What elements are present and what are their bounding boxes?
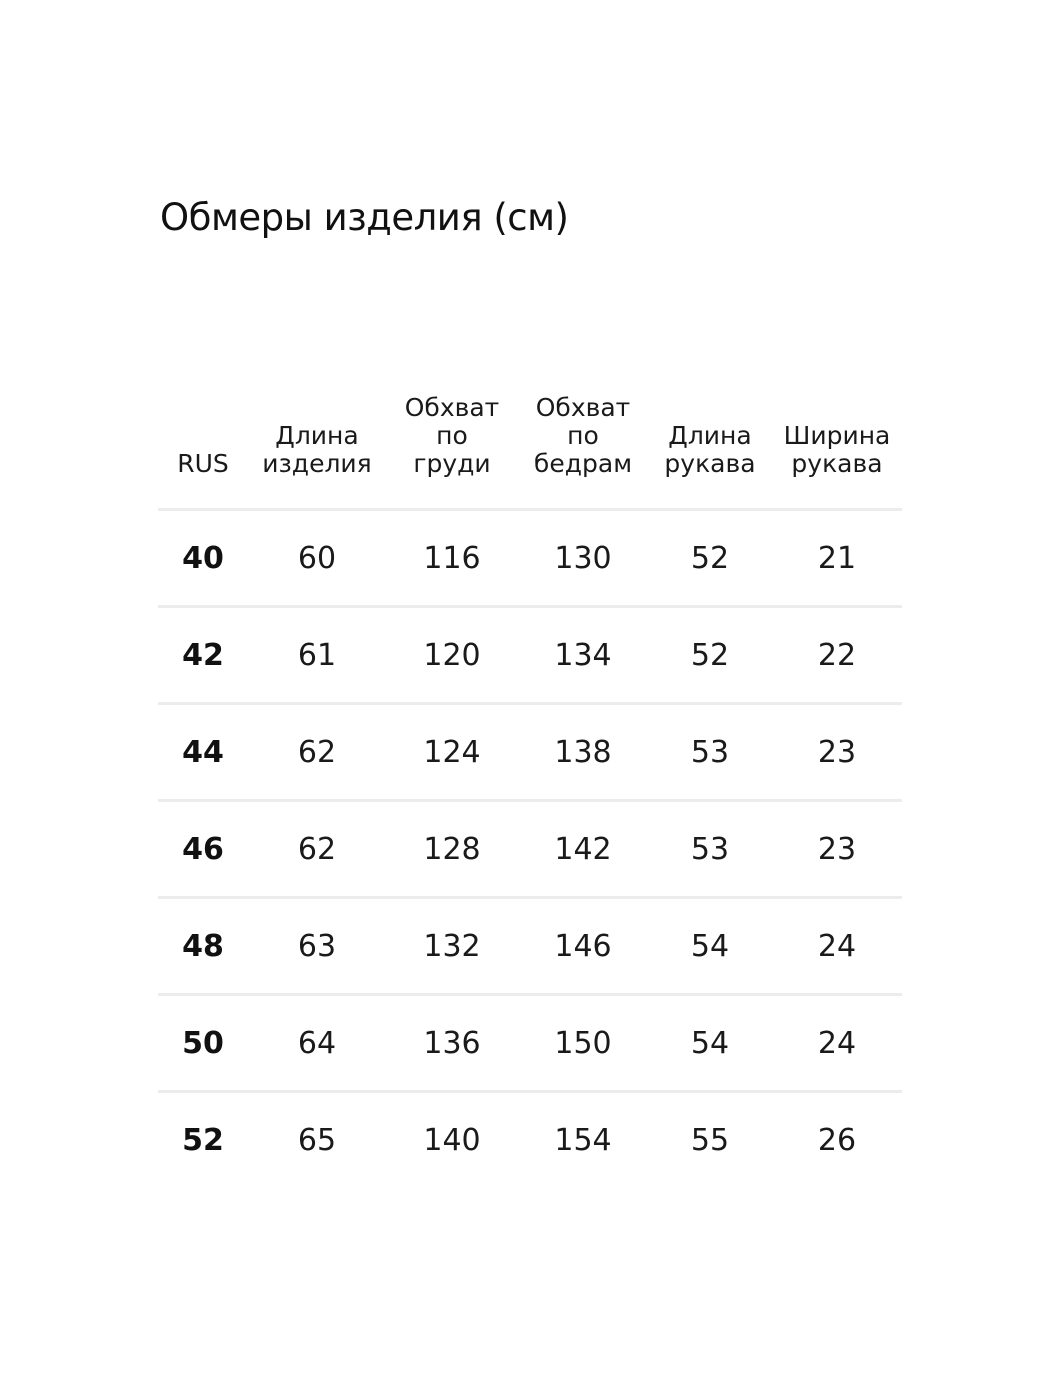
chest-cell: 136	[423, 1025, 481, 1061]
sleeve-length-cell: 52	[690, 540, 730, 576]
chest-cell: 116	[423, 540, 481, 576]
chest-cell: 124	[423, 734, 481, 770]
sleeve-width-cell: 24	[817, 1025, 857, 1061]
sleeve-length-cell: 54	[690, 1025, 730, 1061]
size-cell: 48	[182, 928, 224, 964]
sleeve-width-cell: 26	[817, 1122, 857, 1158]
column-header-sleeve-width: Ширина рукава	[783, 421, 891, 478]
sleeve-width-cell: 23	[817, 734, 857, 770]
chest-cell: 120	[423, 637, 481, 673]
size-cell: 40	[182, 540, 224, 576]
table-row	[158, 899, 902, 996]
table-header-row	[158, 380, 902, 511]
table-row	[158, 511, 902, 608]
sleeve-width-cell: 22	[817, 637, 857, 673]
sleeve-width-cell: 21	[817, 540, 857, 576]
hips-cell: 154	[554, 1122, 612, 1158]
column-header-length: Длина изделия	[262, 421, 372, 478]
size-table	[158, 380, 902, 1187]
size-cell: 50	[182, 1025, 224, 1061]
hips-cell: 134	[554, 637, 612, 673]
sleeve-length-cell: 54	[690, 928, 730, 964]
length-cell: 60	[297, 540, 337, 576]
size-cell: 42	[182, 637, 224, 673]
table-row	[158, 1093, 902, 1187]
sleeve-length-cell: 52	[690, 637, 730, 673]
chest-cell: 128	[423, 831, 481, 867]
column-header-chest: Обхват по груди	[404, 393, 500, 478]
size-cell: 52	[182, 1122, 224, 1158]
length-cell: 63	[297, 928, 337, 964]
hips-cell: 130	[554, 540, 612, 576]
column-header-hips: Обхват по бедрам	[533, 393, 633, 478]
length-cell: 64	[297, 1025, 337, 1061]
chest-cell: 132	[423, 928, 481, 964]
size-cell: 46	[182, 831, 224, 867]
length-cell: 61	[297, 637, 337, 673]
size-cell: 44	[182, 734, 224, 770]
hips-cell: 142	[554, 831, 612, 867]
hips-cell: 138	[554, 734, 612, 770]
table-row	[158, 608, 902, 705]
hips-cell: 146	[554, 928, 612, 964]
sleeve-length-cell: 53	[690, 831, 730, 867]
sleeve-width-cell: 23	[817, 831, 857, 867]
chest-cell: 140	[423, 1122, 481, 1158]
length-cell: 62	[297, 734, 337, 770]
column-header-sleeve-length: Длина рукава	[664, 421, 756, 478]
sleeve-width-cell: 24	[817, 928, 857, 964]
table-row	[158, 705, 902, 802]
column-header-rus-size: RUS	[177, 449, 229, 478]
sleeve-length-cell: 53	[690, 734, 730, 770]
table-row	[158, 996, 902, 1093]
hips-cell: 150	[554, 1025, 612, 1061]
length-cell: 65	[297, 1122, 337, 1158]
length-cell: 62	[297, 831, 337, 867]
page-title: Обмеры изделия (см)	[160, 196, 569, 239]
sleeve-length-cell: 55	[690, 1122, 730, 1158]
table-row	[158, 802, 902, 899]
